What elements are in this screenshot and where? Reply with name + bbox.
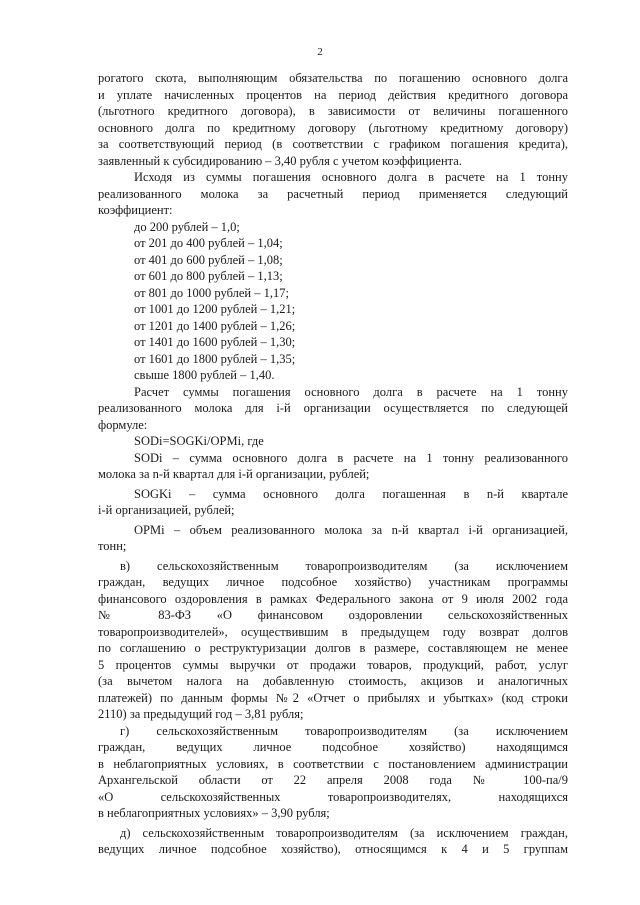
text-line: финансового оздоровления в рамках Федерального закона от 9 июля 2002 года	[98, 591, 568, 606]
text-line: молока за n-й квартал для i-й организации, рублей;	[98, 467, 370, 481]
text-line: OPMi – объем реализованного молока за n-й квартал i-й организацией,	[134, 522, 568, 537]
text-line: 2110) за предыдущий год – 3,81 рубля;	[98, 707, 304, 721]
list-item: от 601 до 800 рублей – 1,13;	[134, 269, 283, 283]
coefficient-list	[98, 219, 568, 384]
definition-sogki	[98, 486, 568, 519]
text-line: 5 процентов суммы выручки от продажи товаров, продукций, работ, услуг	[98, 657, 568, 672]
definition-sodi	[98, 450, 568, 483]
page-number: 2	[317, 46, 323, 58]
list-item: от 1001 до 1200 рублей – 1,21;	[134, 302, 296, 316]
text-line: № 83-ФЗ «О финансовом оздоровлении сельскохозяйственных	[98, 608, 568, 622]
text-line: д) сельскохозяйственным товаропроизводителям (за исключением граждан,	[120, 825, 568, 840]
list-item: от 201 до 400 рублей – 1,04;	[134, 236, 283, 250]
text-line: граждан, ведущих личное подсобное хозяйство) участникам программы	[98, 575, 568, 589]
text-line: рогатого скота, выполняющим обязательства по погашению основного долга	[98, 71, 568, 85]
paragraph-subsidy-rate	[98, 70, 568, 169]
list-item: от 1201 до 1400 рублей – 1,26;	[134, 318, 296, 333]
text-line: реализованного молока для i-й организации осуществляется по следующей	[98, 401, 568, 415]
text-line: г) сельскохозяйственным товаропроизводителям (за исключением	[120, 723, 568, 738]
text-line: (льготного кредитного договора), в зависимости от величины погашенного	[98, 104, 568, 118]
text-line: коэффициент:	[98, 203, 173, 217]
text-line: основного долга по кредитному договору (льготному кредитному договору)	[98, 120, 568, 135]
text-line: ведущих личное подсобное хозяйство), относящимся к 4 и 5 группам	[98, 842, 568, 856]
list-item: от 401 до 600 рублей – 1,08;	[134, 252, 283, 267]
text-line: Архангельской области от 22 апреля 2008 года № 100-па/9	[98, 773, 568, 787]
text-line: SOGKi – сумма основного долга погашенная в n-й квартале	[134, 486, 568, 501]
definition-opmi	[98, 522, 568, 555]
text-line: (за вычетом налога на добавленную стоимость, акцизов и аналогичных	[98, 674, 568, 688]
text-line: «О сельскохозяйственных товаропроизводителях, находящихся	[98, 789, 568, 804]
text-line: товаропроизводителей», осуществившим в предыдущем году возврат долгов	[98, 624, 568, 639]
text-line: тонн;	[98, 539, 127, 553]
list-item: от 801 до 1000 рублей – 1,17;	[134, 285, 289, 300]
paragraph-coefficient-intro	[98, 169, 568, 219]
item-v	[98, 558, 568, 723]
item-g	[98, 723, 568, 822]
list-item: от 1601 до 1800 рублей – 1,35;	[134, 351, 296, 366]
item-d	[98, 825, 568, 858]
text-line: в неблагоприятных условиях» – 3,90 рубля;	[98, 806, 330, 820]
text-line: за соответствующий период (в соответствии с графиком погашения кредита),	[98, 137, 568, 151]
list-item: свыше 1800 рублей – 1,40.	[134, 368, 275, 382]
text-line: Исходя из суммы погашения основного долга в расчете на 1 тонну	[134, 170, 568, 184]
paragraph-calculation-intro	[98, 384, 568, 434]
text-line: в) сельскохозяйственным товаропроизводителям (за исключением	[120, 558, 568, 573]
document-body	[98, 70, 568, 858]
text-line: граждан, ведущих личное подсобное хозяйство) находящимся	[98, 740, 568, 754]
text-line: формуле:	[98, 417, 148, 432]
text-line: заявленный к субсидированию – 3,40 рубля с учетом коэффициента.	[98, 153, 462, 168]
text-line: платежей) по данным формы №2 «Отчет о прибылях и убытках» (код строки	[98, 690, 568, 705]
text-line: в неблагоприятных условиях, в соответствии с постановлением администрации	[98, 756, 568, 771]
text-line: и уплате начисленных процентов на период действия кредитного договора	[98, 87, 568, 102]
text-line: SODi – сумма основного долга в расчете на 1 тонну реализованного	[134, 450, 568, 465]
text-line: по соглашению о реструктуризации долгов в размере, составляющем не менее	[98, 641, 568, 655]
formula	[98, 433, 568, 450]
list-item: от 1401 до 1600 рублей – 1,30;	[134, 335, 296, 349]
list-item: до 200 рублей – 1,0;	[134, 219, 240, 234]
text-line: реализованного молока за расчетный период применяется следующий	[98, 186, 568, 201]
text-line: i-й организацией, рублей;	[98, 503, 235, 517]
text-line: Расчет суммы погашения основного долга в расчете на 1 тонну	[134, 384, 568, 399]
formula-line: SODi=SOGKi/OPMi, где	[134, 434, 264, 448]
